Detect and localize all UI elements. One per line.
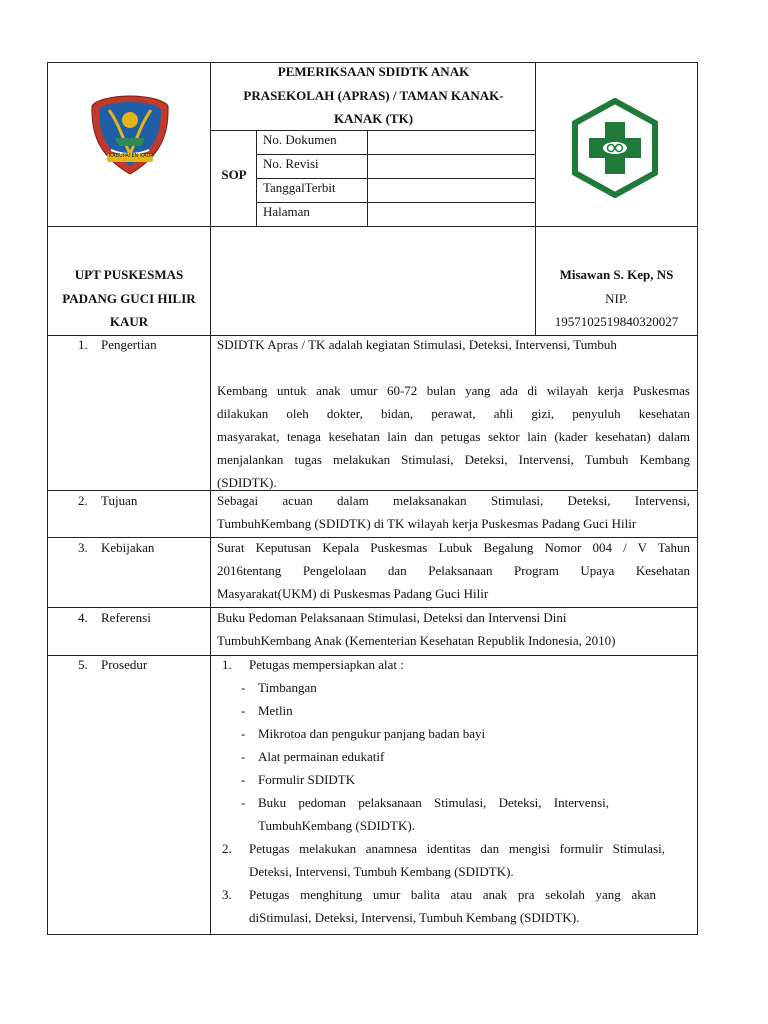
tool-item: Buku pedoman pelaksanaan Stimulasi, Deteksi, Intervensi, (258, 795, 609, 810)
tool-item: Metlin (258, 703, 293, 718)
paragraph-line: Kembang untuk anak umur 60-72 bulan yang ada di wilayah kerja Puskesmas (217, 383, 690, 398)
field-line-2 (257, 178, 536, 179)
sop-label: SOP (221, 167, 247, 182)
paragraph-line: TumbuhKembang Anak (Kementerian Kesehatan Republik Indonesia, 2010) (217, 633, 616, 648)
paragraph-line: Masyarakat(UKM) di Puskesmas Padang Guci Hilir (217, 586, 489, 601)
signer-nip: 1957102519840320027 (554, 314, 679, 329)
puskesmas-logo (571, 98, 659, 198)
header-row-divider (47, 226, 698, 227)
tool-item: Timbangan (258, 680, 317, 695)
kabupaten-kaur-logo (89, 94, 171, 176)
title-line: KANAK (TK) (333, 111, 414, 126)
paragraph-line: Surat Keputusan Kepala Puskesmas Lubuk Begalung Nomor 004 / V Tahun (217, 540, 690, 555)
signer-nip-label: NIP. (605, 290, 628, 306)
bullet-dash: - (241, 703, 246, 718)
step-3-text: diStimulasi, Deteksi, Intervensi, Tumbuh Kembang (SDIDTK). (249, 910, 580, 925)
section-3-number: 3. (78, 540, 88, 555)
institution-line: UPT PUSKESMAS (74, 267, 184, 282)
paragraph-line: Buku Pedoman Pelaksanaan Stimulasi, Deteksi dan Intervensi Dini (217, 610, 567, 625)
paragraph-line: dilakukan oleh dokter, bidan, perawat, ahli gizi, penyuluh kesehatan (217, 406, 690, 421)
section-5-number: 5. (78, 657, 88, 672)
signer-block (536, 263, 697, 334)
paragraph-line: TumbuhKembang (SDIDTK) di TK wilayah kerja Puskesmas Padang Guci Hilir (217, 516, 637, 531)
section-4-label: Referensi (101, 610, 151, 625)
signer-name: Misawan S. Kep, NS (559, 267, 674, 282)
bullet-dash: - (241, 680, 246, 695)
section-1-number: 1. (78, 337, 88, 352)
tool-item: Mikrotoa dan pengukur panjang badan bayi (258, 726, 486, 741)
section-3-label: Kebijakan (101, 540, 155, 555)
tool-item-continued: TumbuhKembang (SDIDTK). (258, 818, 415, 833)
table-border-right (697, 62, 698, 935)
section-1-content (217, 333, 690, 494)
tool-item: Formulir SDIDTK (258, 772, 356, 787)
field-tanggal-terbit: TanggalTerbit (263, 180, 336, 195)
bullet-dash: - (241, 795, 246, 810)
section-2-label: Tujuan (101, 493, 138, 508)
paragraph-line: SDIDTK Apras / TK adalah kegiatan Stimulasi, Deteksi, Intervensi, Tumbuh (217, 337, 617, 352)
institution-line: PADANG GUCI HILIR (62, 290, 196, 306)
step-3-text: Petugas menghitung umur balita atau anak pra sekolah yang akan (249, 887, 656, 902)
document-title (211, 60, 536, 131)
paragraph-line: 2016tentang Pengelolaan dan Pelaksanaan Program Upaya Kesehatan (217, 563, 690, 578)
field-line-1 (257, 154, 536, 155)
step-number: 3. (222, 887, 232, 902)
section-5-label: Prosedur (101, 657, 148, 672)
step-2-text: Deteksi, Intervensi, Tumbuh Kembang (SDIDTK). (249, 864, 514, 879)
institution-line: KAUR (109, 314, 149, 329)
paragraph-line: Sebagai acuan dalam melaksanakan Stimulasi, Deteksi, Intervensi, (217, 493, 690, 508)
field-no-dokumen: No. Dokumen (263, 132, 337, 147)
field-line-3 (257, 202, 536, 203)
title-line: PEMERIKSAAN SDIDTK ANAK (277, 64, 470, 79)
paragraph-line: (SDIDTK). (217, 475, 277, 490)
table-border-left (47, 62, 48, 935)
step-2-text: Petugas melakukan anamnesa identitas dan mengisi formulir Stimulasi, (249, 841, 665, 856)
section-1-label: Pengertian (101, 337, 157, 352)
tool-item: Alat permainan edukatif (258, 749, 385, 764)
paragraph-line: menjalankan tugas melakukan Stimulasi, Deteksi, Intervensi, Tumbuh Kembang (217, 452, 690, 467)
paragraph-blank (217, 356, 690, 379)
title-line: PRASEKOLAH (APRAS) / TAMAN KANAK- (243, 87, 504, 103)
step-1-text: Petugas mempersiapkan alat : (249, 657, 404, 672)
field-no-revisi: No. Revisi (263, 156, 319, 171)
bullet-dash: - (241, 749, 246, 764)
step-number: 2. (222, 841, 232, 856)
table-border-bottom (47, 934, 698, 935)
logo-caption: KABUPATEN KAUR (109, 153, 154, 159)
paragraph-line: masyarakat, tenaga kesehatan lain dan petugas sektor lain (kader kesehatan) dalam (217, 429, 690, 444)
step-number: 1. (222, 657, 232, 672)
section-3-content (217, 536, 690, 605)
institution-name (48, 263, 210, 334)
section-4-number: 4. (78, 610, 88, 625)
section-2-content (217, 489, 690, 535)
table-divider-left (210, 62, 211, 935)
section-4-content (217, 606, 690, 652)
bullet-dash: - (241, 726, 246, 741)
bullet-dash: - (241, 772, 246, 787)
field-halaman: Halaman (263, 204, 310, 219)
section-2-number: 2. (78, 493, 88, 508)
section-divider-5 (47, 655, 698, 656)
